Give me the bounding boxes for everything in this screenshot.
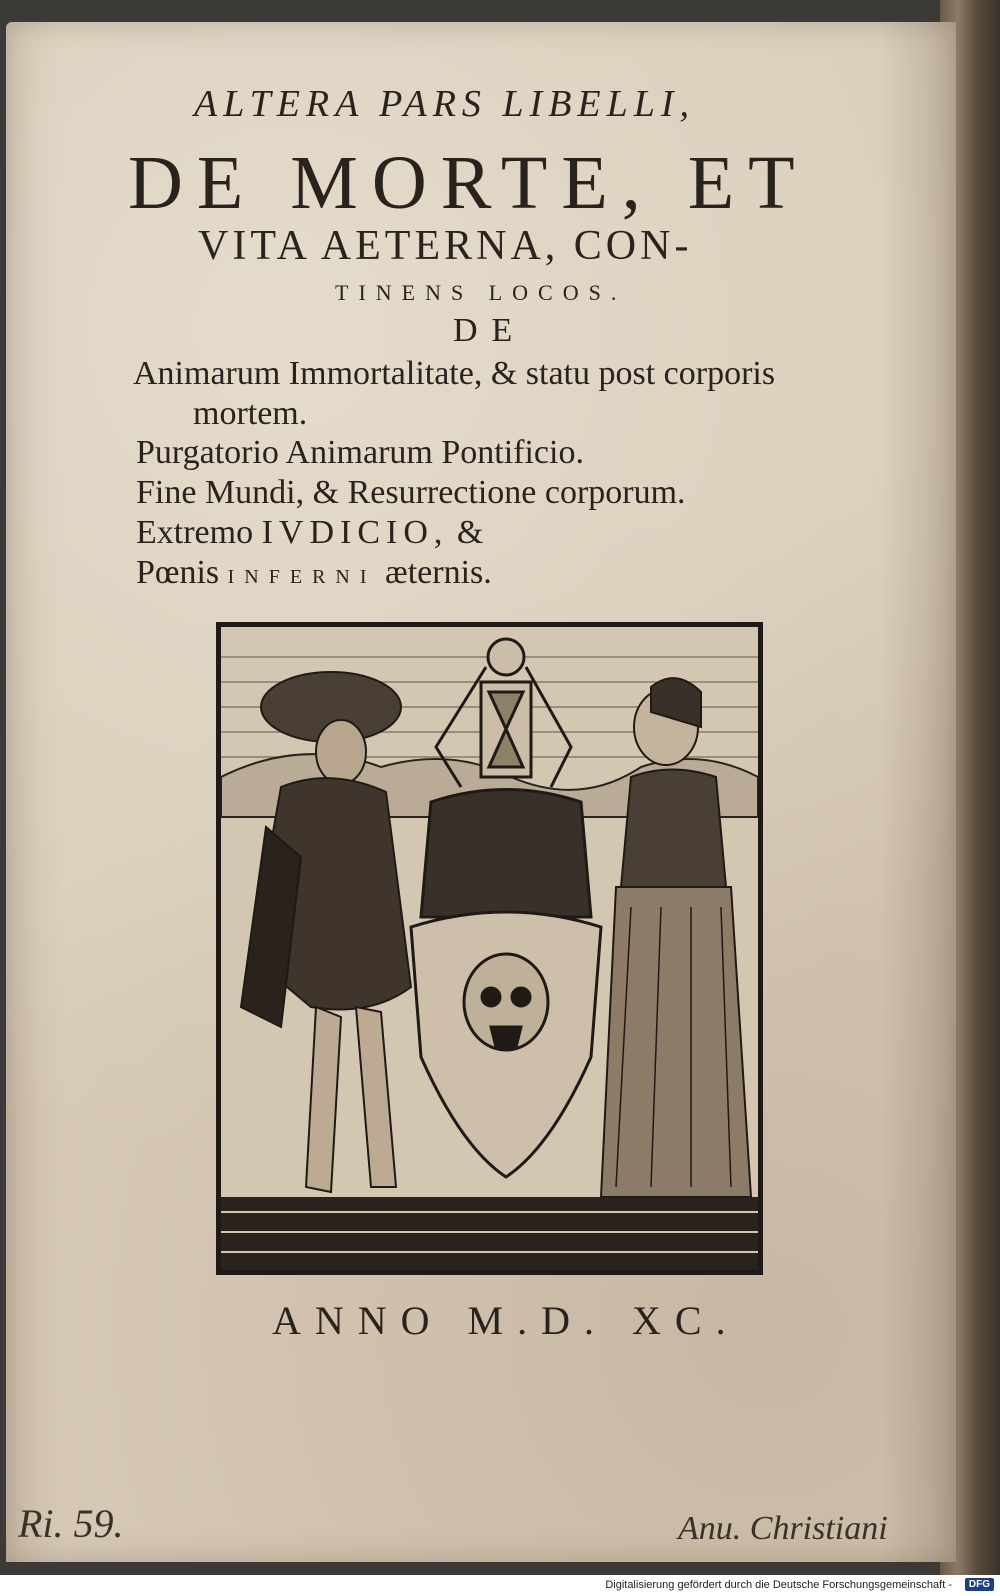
title-page — [6, 22, 956, 1562]
title-line-2: DE MORTE, ET — [128, 141, 809, 225]
topic-line-4-caps: IVDICIO, — [261, 514, 449, 551]
topic-line-1-cont: mortem. — [193, 395, 308, 432]
title-line-1: ALTERA PARS LIBELLI, — [194, 83, 696, 125]
topic-line-4-prefix: Extremo — [136, 514, 254, 551]
title-line-4: TINENS LOCOS. — [335, 280, 627, 305]
handwritten-signature: Anu. Christiani — [678, 1510, 888, 1547]
title-line-3: VITA AETERNA, CON- — [198, 223, 693, 269]
footer-bar — [0, 1575, 1000, 1596]
topic-line-4 — [136, 514, 483, 552]
woodcut-illustration — [216, 622, 763, 1275]
dfg-logo-icon[interactable]: DFG — [965, 1578, 994, 1591]
topic-line-2: Purgatorio Animarum Pontificio. — [136, 434, 584, 471]
topic-line-1: Animarum Immortalitate, & statu post corporis — [133, 355, 776, 392]
imprint-year: ANNO M.D. XC. — [272, 1298, 740, 1343]
topic-line-5-caps: INFERNI — [227, 566, 377, 588]
topic-line-3: Fine Mundi, & Resurrectione corporum. — [136, 474, 686, 511]
topic-line-5-suffix: æternis. — [385, 554, 492, 591]
handwritten-shelfmark: Ri. 59. — [18, 1501, 124, 1546]
topic-line-5-prefix: Pœnis — [136, 554, 220, 591]
funding-credit: Digitalisierung gefördert durch die Deutsche Forschungsgemeinschaft - — [605, 1579, 952, 1591]
topic-line-4-suffix: & — [456, 514, 484, 551]
title-line-5: DE — [453, 312, 527, 349]
topic-line-5 — [136, 554, 492, 592]
woodcut-drawing — [221, 627, 758, 1270]
